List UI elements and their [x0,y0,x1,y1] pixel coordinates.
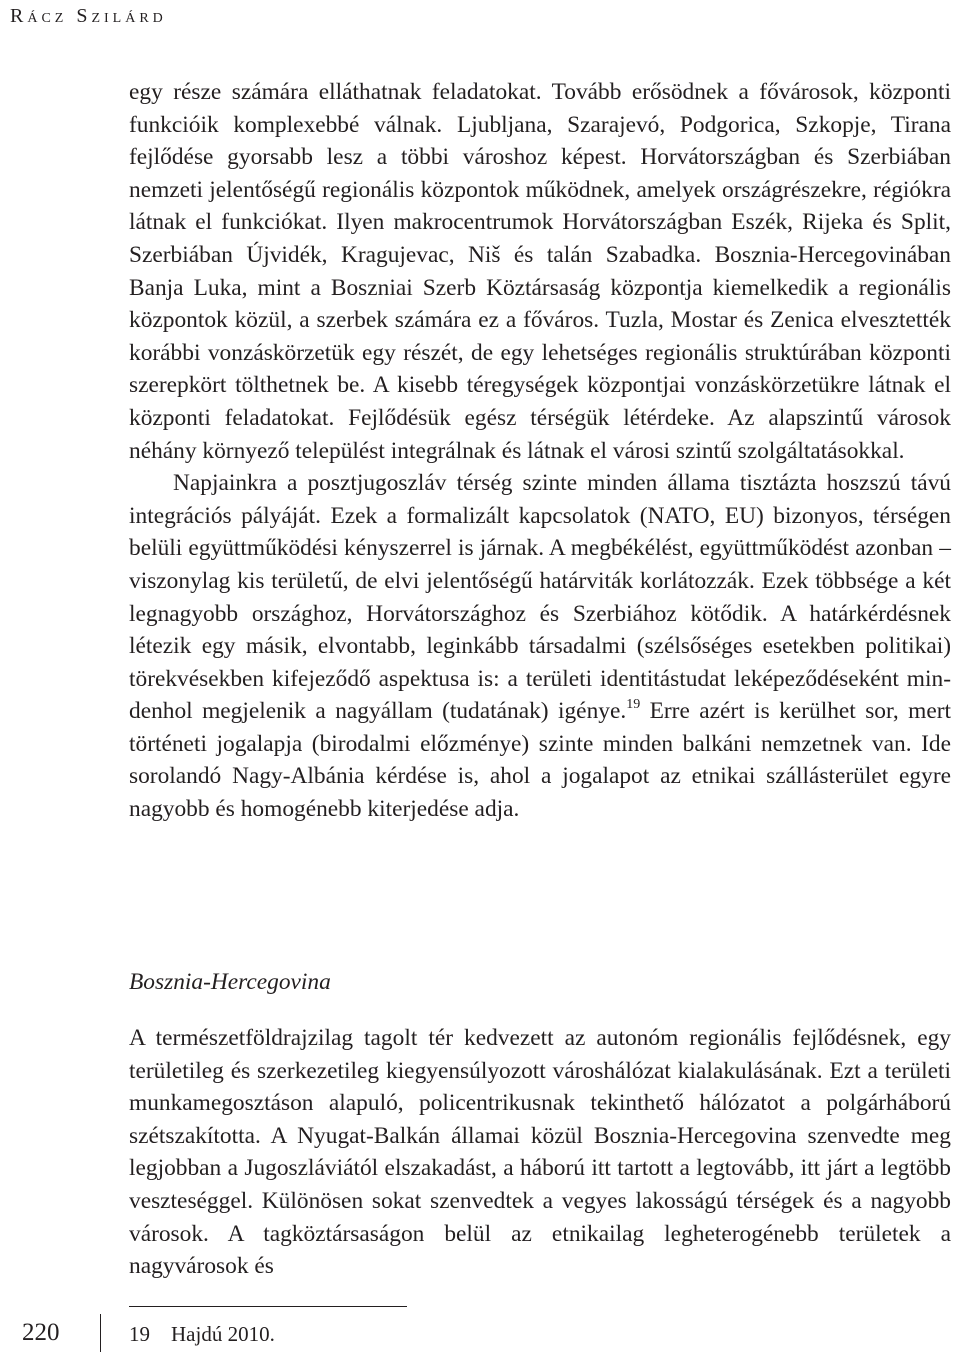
paragraph-bosnia: A természetföldrajzilag tagolt tér kedvezett az autonóm regionális fejlődésnek, egy területileg és szerkezetileg kiegyensúlyozott városhálózat kialakulásának. Ezt a területi munkamegosztáson alapuló, policentrikusnak tekinthető hálózatot a polgárháború szétszakította. A Nyugat-Balkán államai közül Bosznia-Hercegovina szenvedte meg legjobban a Jugoszláviától elszakadást, a háború itt tartott a legtovább, itt járt a legtöbb veszteséggel. Különösen sokat szenvedtek a vegyes lakosságú térségek és a nagyobb városok. A tagköztársaságon belül az etnikailag legheterogénebb területek a nagyvárosok és [129,1025,951,1280]
paragraph-cities: egy része számára elláthatnak feladatokat. Tovább erősödnek a fővárosok, központi funkcióik komplexebbé válnak. Ljubljana, Szarajevó, Podgorica, Szkopje, Tirana fejlődése gyorsabb lesz a többi városhoz képest. Horvátországban és Szerbiában nemzeti jelentőségű regionális központok működnek, amelyek országrészekre, régiókra látnak el funkciókat. Ilyen makrocentrumok Horvátországban Eszék, Rijeka és Split, Szerbiában Újvidék, Kragujevac, Niš és talán Szabadka. Bosznia-Hercegovinában Banja Luka, mint a Boszniai Szerb Köztársaság központja kiemelkedik a regionális központok közül, a szerbek számára ez a főváros. Tuzla, Mostar és Zenica elvesztették korábbi vonzáskörzetük egy részét, de egy lehetséges regionális struktúrában központi szerepkört tölthetnek be. A kisebb téregységek központjai vonzáskörzetükre látnak el központi feladatokat. Fejlődésük egész térségük létérdeke. Az alapszintű városok néhány környező települést integrálnak és látnak el városi szintű szolgáltatásokkal. [129,79,951,464]
paragraph-integration [129,467,951,826]
footnote-reference-19[interactable]: 19 [626,697,641,713]
paragraph-integration-part1: Napjainkra a posztjugoszláv térség szinte minden állama tisztázta hoszszú távú integrációs pályáját. Ezek a formalizált kapcsolatok (NATO, EU) bizonyos, térségen belüli együttműködési kényszerrel is járnak. A megbékélést, együttműködést azonban – viszonylag kis területű, de elvi jelentőségű határviták korlátozzák. Ezek többsége a két legnagyobb országhoz, Horvátországhoz és Szerbiához kötődik. A határkérdésnek létezik egy másik, elvontabb, leginkább társadalmi (szélsőséges esetekben politikai) törekvésekben kifejeződő aspektusa is: a területi identitástudat leképeződéseként mindenhol megjelenik a nagyállam (tudatának) igénye. [129,470,951,725]
section-heading: Bosznia-Hercegovina [129,969,331,995]
footnote-text: Hajdú 2010. [171,1322,275,1346]
footnote-divider [129,1306,407,1307]
footnote-number: 19 [129,1322,150,1346]
paragraph-integration-part2: Erre azért is kerülhet sor, mert történeti jogalapja (birodalmi előzménye) szinte minden balkáni nemzetnek van. Ide sorolandó Nagy-Albánia kérdése is, ahol a jogalapot az etnikai szállásterület egyre nagyobb és homogénebb kiterjedése adja. [129,698,951,823]
footnote [129,1320,275,1348]
page-number-divider [100,1314,101,1352]
main-text [129,76,951,826]
section-text [129,1022,951,1283]
running-head-author: Rácz Szilárd [10,5,167,27]
page-number: 220 [22,1319,60,1346]
